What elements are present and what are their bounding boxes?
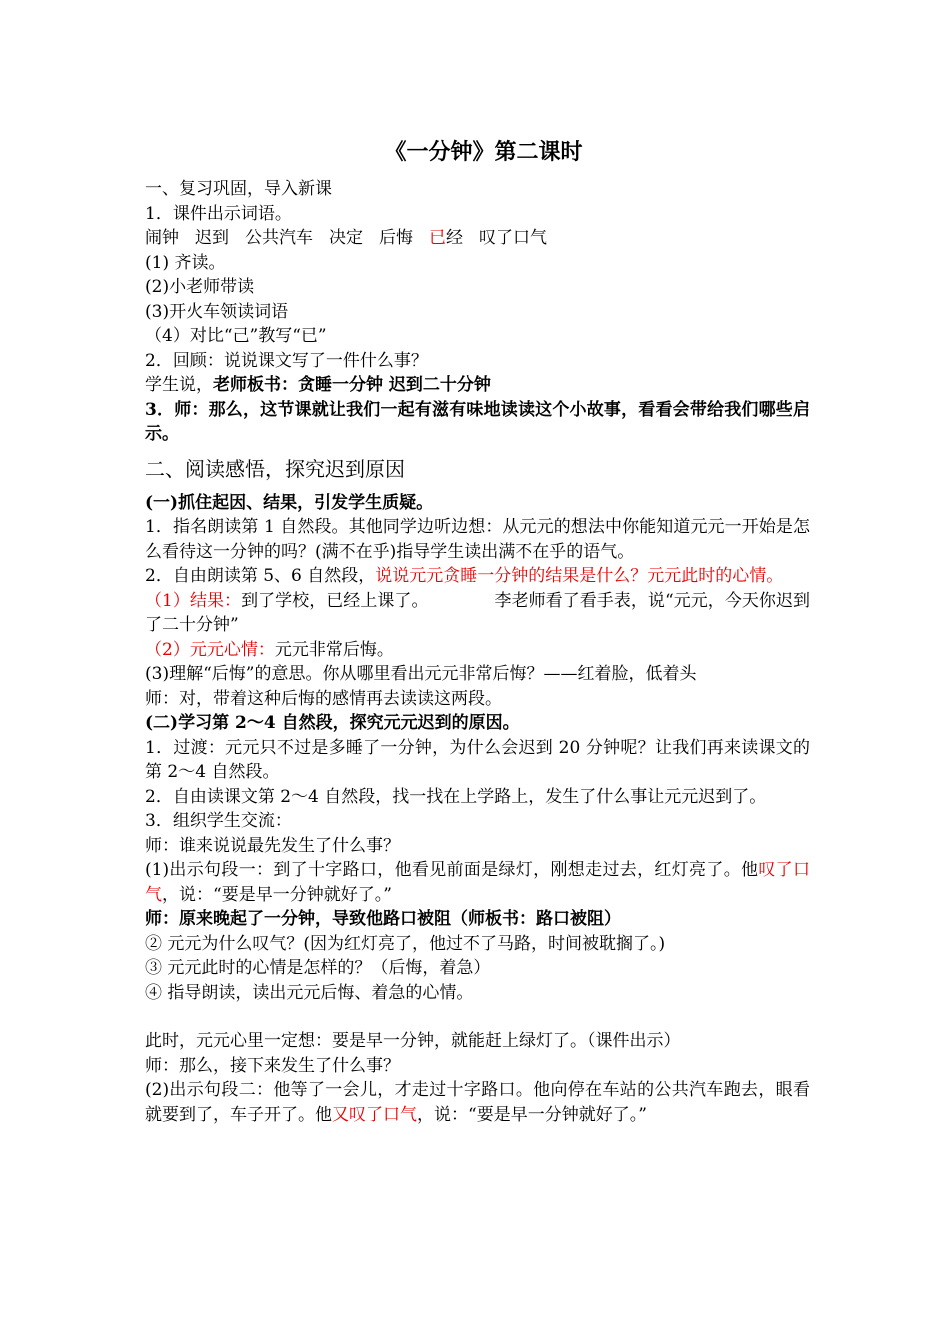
- s1-line-3: (2)小老师带读: [145, 277, 255, 297]
- a-line-3-label: （1）结果：: [145, 590, 242, 611]
- a-line-1: 1．指名朗读第 1 自然段。其他同学边听边想：从元元的想法中你能知道元元一开始是怎么看待这一分钟的吗？(满不在乎)指导学生读出满不在乎的语气。: [145, 517, 810, 562]
- page-title: 《一分钟》第二课时: [384, 139, 583, 165]
- s1-line-2: (1) 齐读。: [145, 252, 226, 273]
- word-5: 后悔: [379, 228, 413, 248]
- b-line-4: 师：谁来说说最先发生了什么事？: [145, 835, 400, 856]
- s1-line-4: (3)开火车领读词语: [145, 301, 289, 322]
- subsection-b-heading: (二)学习第 2～4 自然段，探究元元迟到的原因。: [145, 713, 520, 733]
- b-line-6: 师：原来晚起了一分钟，导致他路口被阻（师板书：路口被阻）: [145, 909, 621, 929]
- word-7: 叹了口气: [479, 228, 547, 248]
- b-line-5-a: (1)出示句段一：到了十字路口，他看见前面是绿灯，刚想走过去，红灯亮了。他: [145, 860, 759, 880]
- a-line-4: [145, 638, 810, 663]
- a-line-5: (3)理解“后悔”的意思。你从哪里看出元元非常后悔？——红着脸，低着头: [145, 664, 697, 684]
- c-line-1: 此时，元元心里一定想：要是早一分钟，就能赶上绿灯了。（课件出示）: [145, 1031, 681, 1051]
- section-2-heading: 二、阅读感悟，探究迟到原因: [145, 456, 405, 481]
- a-line-4-b: 元元非常后悔。: [274, 639, 394, 660]
- a-line-6: 师：对，带着这种后悔的感情再去读读这两段。: [145, 688, 502, 709]
- b-line-5-c: ，说：“要是早一分钟就好了。”: [162, 884, 392, 905]
- document-body: [145, 137, 810, 1127]
- a-line-3: [145, 589, 810, 638]
- word-2: 迟到: [195, 228, 229, 248]
- b-line-7: ② 元元为什么叹气？(因为红灯亮了，他过不了马路，时间被耽搁了。): [145, 933, 666, 954]
- s1-line-7: [145, 373, 810, 398]
- b-line-9: ④ 指导朗读，读出元元后悔、着急的心情。: [145, 982, 474, 1003]
- c-line-3: [145, 1078, 810, 1127]
- b-line-8: ③ 元元此时的心情是怎样的？（后悔，着急）: [145, 958, 491, 978]
- c-line-3-a: (2)出示句段二：他等了一会儿，才走过十字路口。他向停在车站的公共汽车跑去，眼看就要到了，车子开了。他: [145, 1080, 810, 1125]
- b-line-5-red: 叹了口气: [145, 860, 810, 905]
- b-line-3: 3．组织学生交流：: [145, 811, 292, 831]
- a-line-3-c: 李老师看了看手表，说“元元，今天你迟到了二十分钟”: [145, 590, 810, 635]
- s1-line-6: 2．回顾：说说课文写了一件什么事？: [145, 350, 428, 371]
- b-line-2: 2．自由读课文第 2～4 自然段，找一找在上学路上，发生了什么事让元元迟到了。: [145, 786, 767, 807]
- s1-line-7-a: 学生说，: [145, 375, 213, 395]
- a-line-3-b: 到了学校，已经上课了。: [241, 590, 429, 611]
- c-line-3-c: ，说：“要是早一分钟就好了。”: [417, 1104, 647, 1125]
- word-list: [145, 226, 810, 251]
- word-1: 闹钟: [145, 228, 179, 248]
- s1-line-1: 1．课件出示词语。: [145, 203, 292, 224]
- word-6-red-char: 已: [429, 228, 446, 248]
- c-line-2: 师：那么，接下来发生了什么事？: [145, 1055, 400, 1076]
- b-line-1: 1．过渡：元元只不过是多睡了一分钟，为什么会迟到 20 分钟呢？让我们再来读课文的第 2～4 自然段。: [145, 737, 810, 782]
- a-line-2: [145, 564, 810, 589]
- blank-line: [145, 1005, 810, 1029]
- word-6-rest: 经: [446, 228, 463, 248]
- a-line-2-red: 说说元元贪睡一分钟的结果是什么？元元此时的心情。: [375, 566, 784, 586]
- s1-line-5: （4）对比“己”教写“已”: [145, 326, 327, 346]
- s1-line-8: 3．师：那么，这节课就让我们一起有滋有味地读读这个小故事，看看会带给我们哪些启示。: [145, 399, 810, 444]
- word-4: 决定: [329, 228, 363, 248]
- word-3: 公共汽车: [245, 228, 313, 248]
- s1-line-7-board: 老师板书：贪睡一分钟 迟到二十分钟: [213, 375, 491, 395]
- section-1-heading: 一、复习巩固，导入新课: [145, 179, 332, 199]
- a-line-4-label: （2）元元心情：: [145, 639, 275, 660]
- a-line-2-a: 2．自由朗读第 5、6 自然段，: [145, 566, 376, 586]
- subsection-a-heading: (一)抓住起因、结果，引发学生质疑。: [145, 492, 434, 513]
- b-line-5: [145, 858, 810, 907]
- c-line-3-red: 又叹了口气: [332, 1104, 417, 1125]
